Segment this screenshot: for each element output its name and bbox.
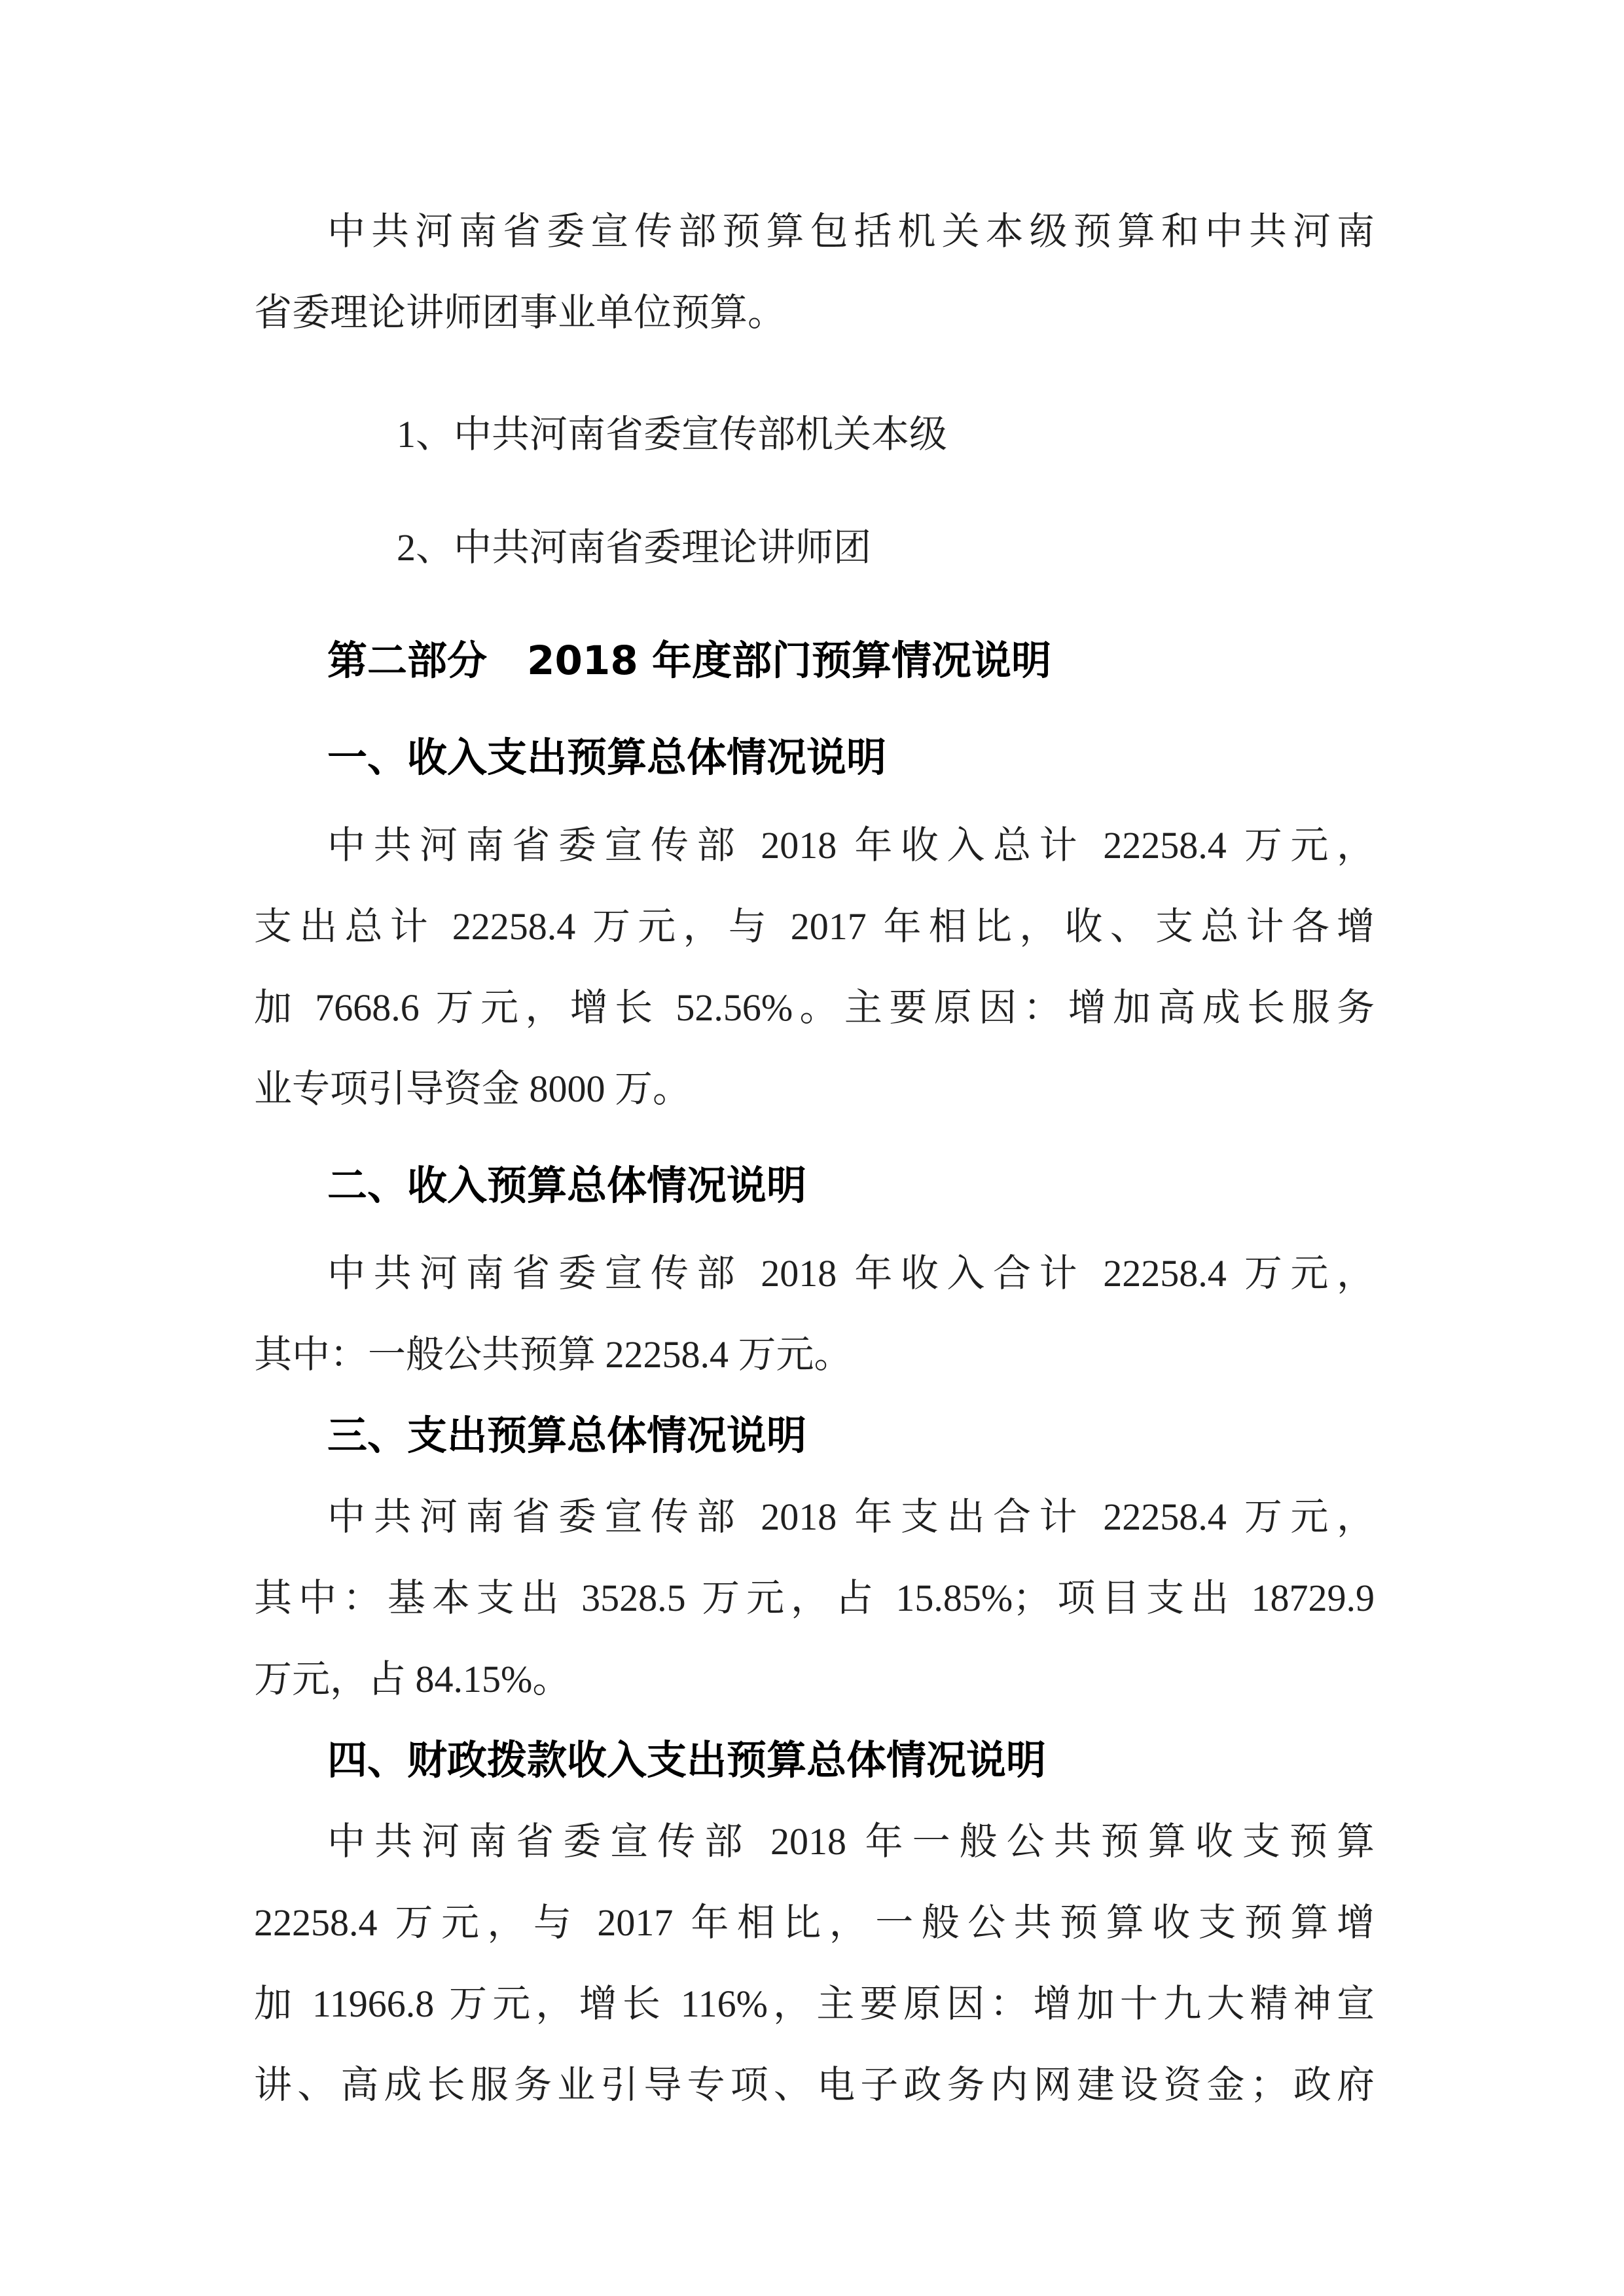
paragraph-line: 支出总计 22258.4 万元，与 2017 年相比，收、支总计各增 (254, 905, 1375, 948)
paragraph-line: 中共河南省委宣传部 2018 年一般公共预算收支预算 (327, 1820, 1375, 1863)
paragraph-line: 22258.4 万元，与 2017 年相比，一般公共预算收支预算增 (254, 1901, 1375, 1944)
heading-text: 第二部分 2018 年度部门预算情况说明 (327, 637, 1052, 684)
heading-text: 二、收入预算总体情况说明 (327, 1162, 807, 1209)
list-item-text: 1、中共河南省委宣传部机关本级 (397, 413, 948, 456)
paragraph-line: 加 7668.6 万元，增长 52.56%。主要原因：增加高成长服务 (254, 986, 1375, 1029)
section-heading-expenditure (254, 1395, 1375, 1477)
list-item-unit-2 (254, 507, 1375, 588)
heading-text: 四、财政拨款收入支出预算总体情况说明 (327, 1737, 1047, 1784)
paragraph-line: 讲、高成长服务业引导专项、电子政务内网建设资金；政府 (254, 2064, 1375, 2106)
paragraph-line: 中共河南省委宣传部 2018 年支出合计 22258.4 万元， (327, 1496, 1375, 1538)
paragraph-fiscal-appropriation (254, 1801, 1375, 2126)
paragraph-line: 中共河南省委宣传部 2018 年收入总计 22258.4 万元， (327, 824, 1375, 867)
paragraph-line: 万元，占 84.15%。 (254, 1658, 571, 1700)
paragraph-line: 中共河南省委宣传部 2018 年收入合计 22258.4 万元， (327, 1252, 1375, 1295)
list-item-text: 2、中共河南省委理论讲师团 (397, 526, 872, 569)
section-heading-fiscal-appropriation (254, 1720, 1375, 1801)
paragraph-line: 中共河南省委宣传部预算包括机关本级预算和中共河南 (327, 210, 1375, 253)
heading-text: 一、收入支出预算总体情况说明 (327, 734, 887, 781)
part-two-heading (254, 620, 1375, 702)
section-heading-overall (254, 717, 1375, 798)
paragraph-line: 业专项引导资金 8000 万。 (254, 1067, 691, 1110)
intro-paragraph (254, 191, 1375, 353)
paragraph-line: 其中：基本支出 3528.5 万元，占 15.85%；项目支出 18729.9 (254, 1577, 1375, 1619)
paragraph-line: 加 11966.8 万元，增长 116%，主要原因：增加十九大精神宣 (254, 1982, 1375, 2025)
paragraph-expenditure-budget (254, 1477, 1375, 1720)
paragraph-income-budget (254, 1233, 1375, 1395)
heading-text: 三、支出预算总体情况说明 (327, 1412, 807, 1459)
section-heading-income (254, 1145, 1375, 1227)
list-item-unit-1 (254, 394, 1375, 475)
paragraph-income-expenditure-total (254, 805, 1375, 1130)
paragraph-line: 省委理论讲师团事业单位预算。 (254, 291, 786, 334)
paragraph-line: 其中：一般公共预算 22258.4 万元。 (254, 1333, 852, 1376)
